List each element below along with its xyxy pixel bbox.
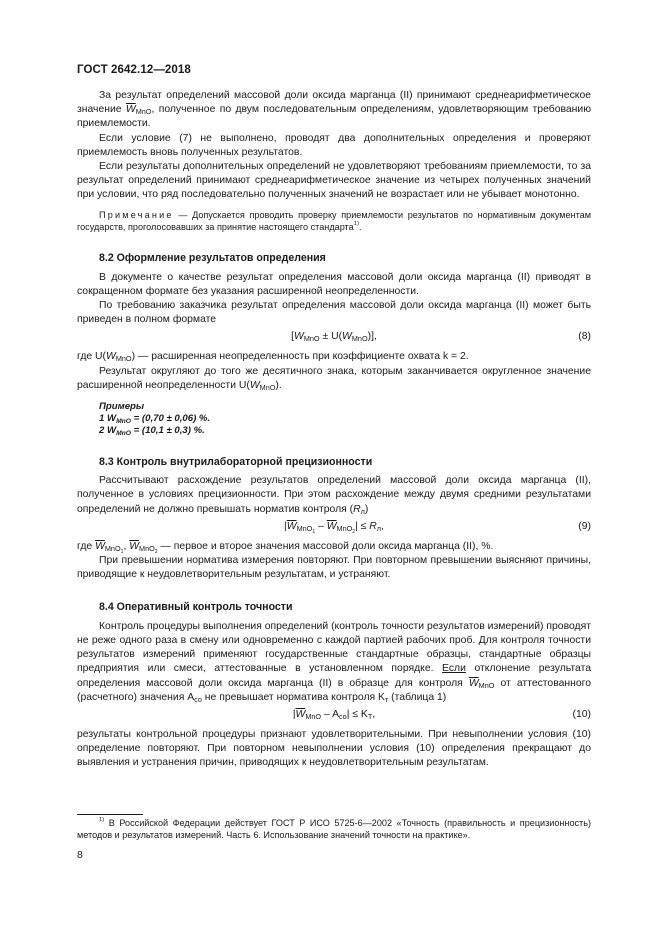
note-label: Примечание: [99, 209, 174, 220]
formula-9-number: (9): [578, 520, 591, 532]
note: Примечание — Допускается проводить проверку приемлемости результатов по нормативным документам государств, проголосовавших за принятие настоящего стандарта$^{1)}$.: [77, 209, 591, 233]
formula-10-number: (10): [572, 708, 591, 720]
page-number: 8: [77, 850, 83, 861]
intro-paragraph-3: Если результаты дополнительных определений не удовлетворяют требованиям приемлемости, то за результат определений принимают среднеарифметическое значение из четырех полученных значений при условии, что ряд последовательно полученных значений не возрастает или не убывает монотонно.: [77, 161, 591, 201]
section-8-2-where: где $U(W_{MnO})$ — расширенная неопределенность при коэффициенте охвата k = 2.: [77, 351, 469, 364]
examples-block: [99, 401, 591, 437]
section-8-2-heading: 8.2 Оформление результатов определения: [99, 252, 326, 265]
example-2: 2 $W_{MnO} = (10,1 \pm 0,3)$ %.: [99, 425, 205, 438]
section-8-2-paragraph-3: Результат округляют до того же десятичного знака, которым заканчивается округленное значение расширенной неопределенности $U(W_{MnO})$.: [77, 365, 591, 392]
section-8-4-paragraph-2: результаты контрольной процедуры признают удовлетворительными. При невыполнении условия (10) определение повторяют. При повторном невыполнении условия (10) определения прекращают до выявления и устранения причин, приводящих к неудовлетворительным результатам.: [77, 728, 591, 769]
section-8-3-where: где $\overline{W}_{MnO_1}$, $\overline{W}_{MnO_2}$ — первое и второе значения массовой доли оксида марганца (II), %.: [77, 540, 494, 555]
intro-paragraph-1: За результат определений массовой доли оксида марганца (II) принимают среднеарифметическое значение $\overline{W}_{MnO}$, полученное по двум последовательным определениям, удовлетворяющим требованию приемлемости.: [77, 90, 591, 130]
section-8-3-paragraph-1: Рассчитывают расхождение результатов определений массовой доли оксида марганца (II), полученное в условиях прецизионности. При этом расхождение между двумя средними результатами определений не должно превышать норматив контроля $(R_л)$: [77, 475, 591, 516]
footnote-divider: [77, 814, 143, 815]
section-8-3-heading: 8.3 Контроль внутрилабораторной прецизионности: [99, 456, 373, 469]
section-8-4-paragraph-1: Контроль процедуры выполнения определений (контроль точности результатов измерений) проводят не реже одного раза в смену или одновременно с каждой партией рабочих проб. Для контроля точности результатов измерений применяют государственные стандартные образцы, стандартные образцы предприятия или смеси, аттестованные в установленном порядке. Если отклонение результата определения массовой доли оксида марганца (II) в образце для контроля $\overline{W}_{MnO}$ от аттестованного (расчетного) значения $A_{со}$ не превышает норматива контроля $K_т$ (таблица 1): [77, 620, 591, 704]
examples-title: Примеры: [99, 401, 145, 413]
section-8-4-heading: 8.4 Оперативный контроль точности: [99, 601, 293, 614]
document-header: ГОСТ 2642.12—2018: [77, 64, 191, 76]
formula-9: $|\overline{W}_{MnO_1} - \overline{W}_{MnO_2}| \le R_л$, (9): [284, 520, 591, 535]
section-8-2-paragraph-2: По требованию заказчика результат определения массовой доли оксида марганца (II) может быть приведен в полном формате: [77, 300, 591, 326]
formula-10: $|\overline{W}_{MnO} - A_{co}| \le K_T$, (10): [292, 708, 591, 721]
footnote: $^{1)}$ В Российской Федерации действует ГОСТ Р ИСО 5725-6—2002 «Точность (правильность и прецизионность) методов и результатов измерений. Часть 6. Использование значений точности на практике».: [77, 817, 591, 841]
section-8-2-paragraph-1: В документе о качестве результат определения массовой доли оксида марганца (II) приводят в сокращенном формате без указания расширенной неопределенности.: [77, 271, 591, 297]
page-content: [77, 89, 591, 771]
footnote-mark: 1): [99, 817, 105, 823]
example-1: 1 $W_{MnO} = (0,70 \pm 0,06)$ %.: [99, 413, 211, 426]
formula-8-number: (8): [578, 331, 591, 343]
formula-8: $[W_{MnO} \pm U(W_{MnO})]$, (8): [291, 331, 591, 344]
intro-paragraph-2: Если условие (7) не выполнено, проводят два дополнительных определения и проверяют приемлемость вновь полученных результатов.: [77, 132, 591, 158]
footnote-ref: 1): [353, 221, 359, 228]
section-8-3-paragraph-2: При превышении норматива измерения повторяют. При повторном превышении выясняют причины, приводящие к неудовлетворительным результатам, и устраняют.: [77, 555, 591, 581]
